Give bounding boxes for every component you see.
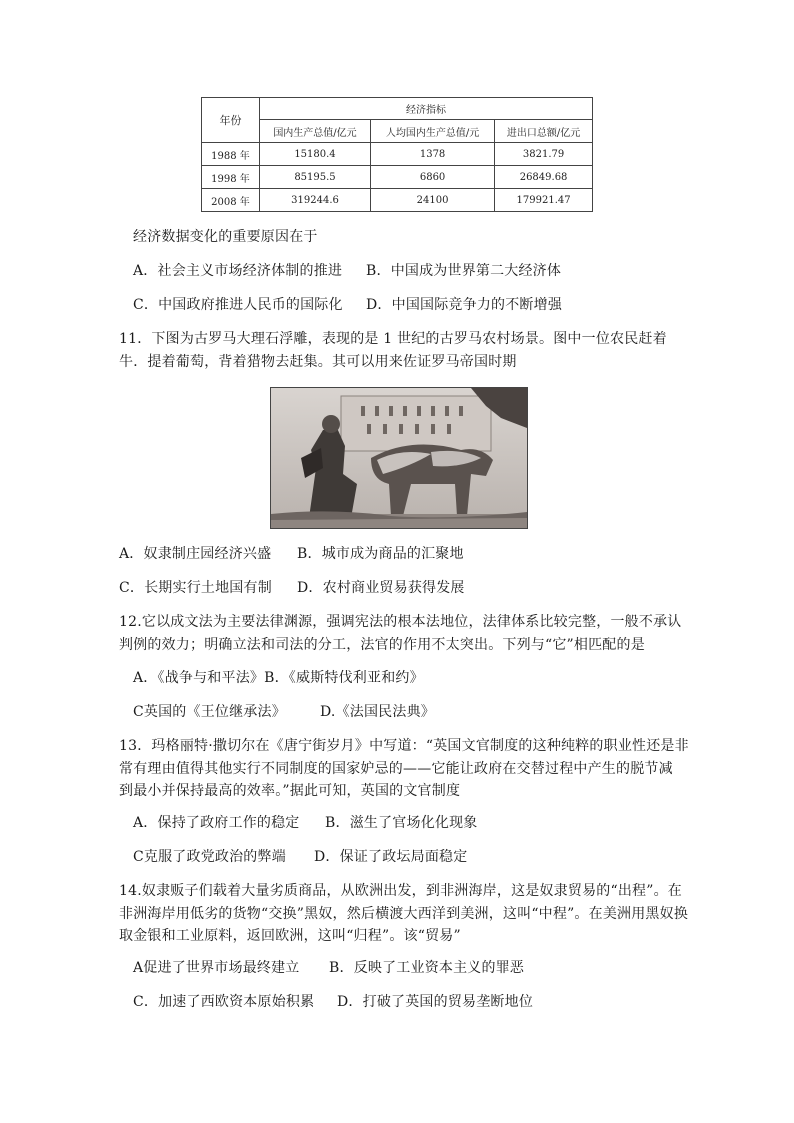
table-cell: 26849.68 — [495, 166, 593, 189]
row-year: 2008 年 — [202, 189, 260, 212]
q13-option-b: B．滋生了官场化化现象 — [325, 815, 478, 831]
group-header: 经济指标 — [260, 98, 593, 120]
roman-relief-image — [270, 387, 528, 529]
column-header: 人均国内生产总值/元 — [371, 120, 495, 143]
row-year: 1988 年 — [202, 143, 260, 166]
q11-option-b: B．城市成为商品的汇聚地 — [297, 546, 464, 562]
q11-stem-line2: 牛．提着葡萄，背着猎物去赶集。其可以用来佐证罗马帝国时期 — [119, 354, 517, 370]
q13-stem-line3: 到最小并保持最高的效率。”据此可知，英国的文官制度 — [119, 783, 461, 799]
q13-option-d: D．保证了政坛局面稳定 — [314, 849, 468, 865]
table-cell: 24100 — [371, 189, 495, 212]
q10-option-d: D．中国国际竞争力的不断增强 — [366, 297, 563, 313]
q12-stem-line2: 判例的效力；明确立法和司法的分工，法官的作用不太突出。下列与“它”相匹配的是 — [119, 637, 645, 653]
q10-option-a: A．社会主义市场经济体制的推进 — [133, 263, 343, 279]
q14-option-c: C．加速了西欧资本原始积累 — [133, 994, 315, 1010]
q12-options-ab: A．《战争与和平法》B．《威斯特伐利亚和约》 — [133, 670, 424, 686]
q13-option-a: A．保持了政府工作的稳定 — [133, 815, 300, 831]
table-row — [202, 166, 593, 189]
q14-stem-line1: 14.奴隶贩子们载着大量劣质商品，从欧洲出发，到非洲海岸，这是奴隶贸易的“出程”。在 — [119, 883, 682, 899]
q11-option-d: D．农村商业贸易获得发展 — [297, 580, 465, 596]
q11-option-c: C．长期实行土地国有制 — [119, 580, 272, 596]
q12-option-c: C英国的《王位继承法》 — [133, 704, 286, 720]
q12-stem-line1: 12.它以成文法为主要法律渊源，强调宪法的根本法地位，法律体系比较完整，一般不承认 — [119, 614, 682, 630]
q10-stem: 经济数据变化的重要原因在于 — [133, 229, 318, 245]
q13-stem-line2: 常有理由值得其他实行不同制度的国家妒忌的——它能让政府在交替过程中产生的脱节减 — [119, 761, 673, 777]
q14-option-b: B．反映了工业资本主义的罪恶 — [329, 960, 525, 976]
row-year: 1998 年 — [202, 166, 260, 189]
table-cell: 6860 — [371, 166, 495, 189]
q11-stem-line1: 11．下图为古罗马大理石浮雕，表现的是 1 世纪的古罗马农村场景。图中一位农民赶着 — [119, 331, 667, 347]
column-header: 国内生产总值/亿元 — [260, 120, 371, 143]
q13-option-c: C克服了政党政治的弊端 — [133, 849, 286, 865]
q14-stem-line2: 非洲海岸用低劣的货物“交换”黑奴，然后横渡大西洋到美洲，这叫“中程”。在美洲用黑奴换 — [119, 906, 689, 922]
q11-option-a: A．奴隶制庄园经济兴盛 — [119, 546, 272, 562]
year-header: 年份 — [202, 98, 260, 143]
table-cell: 3821.79 — [495, 143, 593, 166]
table-cell: 85195.5 — [260, 166, 371, 189]
table-cell: 15180.4 — [260, 143, 371, 166]
q12-option-d: D.《法国民法典》 — [320, 704, 435, 720]
table-cell: 319244.6 — [260, 189, 371, 212]
q14-option-a: A促进了世界市场最终建立 — [133, 960, 300, 976]
q10-option-c: C．中国政府推进人民币的国际化 — [133, 297, 343, 313]
q10-option-b: B．中国成为世界第二大经济体 — [366, 263, 562, 279]
q14-option-d: D．打破了英国的贸易垄断地位 — [337, 994, 534, 1010]
q14-stem-line3: 取金银和工业原料，返回欧洲，这叫“归程”。该“贸易” — [119, 928, 461, 944]
table-row — [202, 189, 593, 212]
table-cell: 179921.47 — [495, 189, 593, 212]
economic-data-table — [201, 97, 593, 212]
table-cell: 1378 — [371, 143, 495, 166]
table-row — [202, 143, 593, 166]
column-header: 进出口总额/亿元 — [495, 120, 593, 143]
q13-stem-line1: 13．玛格丽特·撒切尔在《唐宁街岁月》中写道：“英国文官制度的这种纯粹的职业性还是非 — [119, 738, 689, 754]
